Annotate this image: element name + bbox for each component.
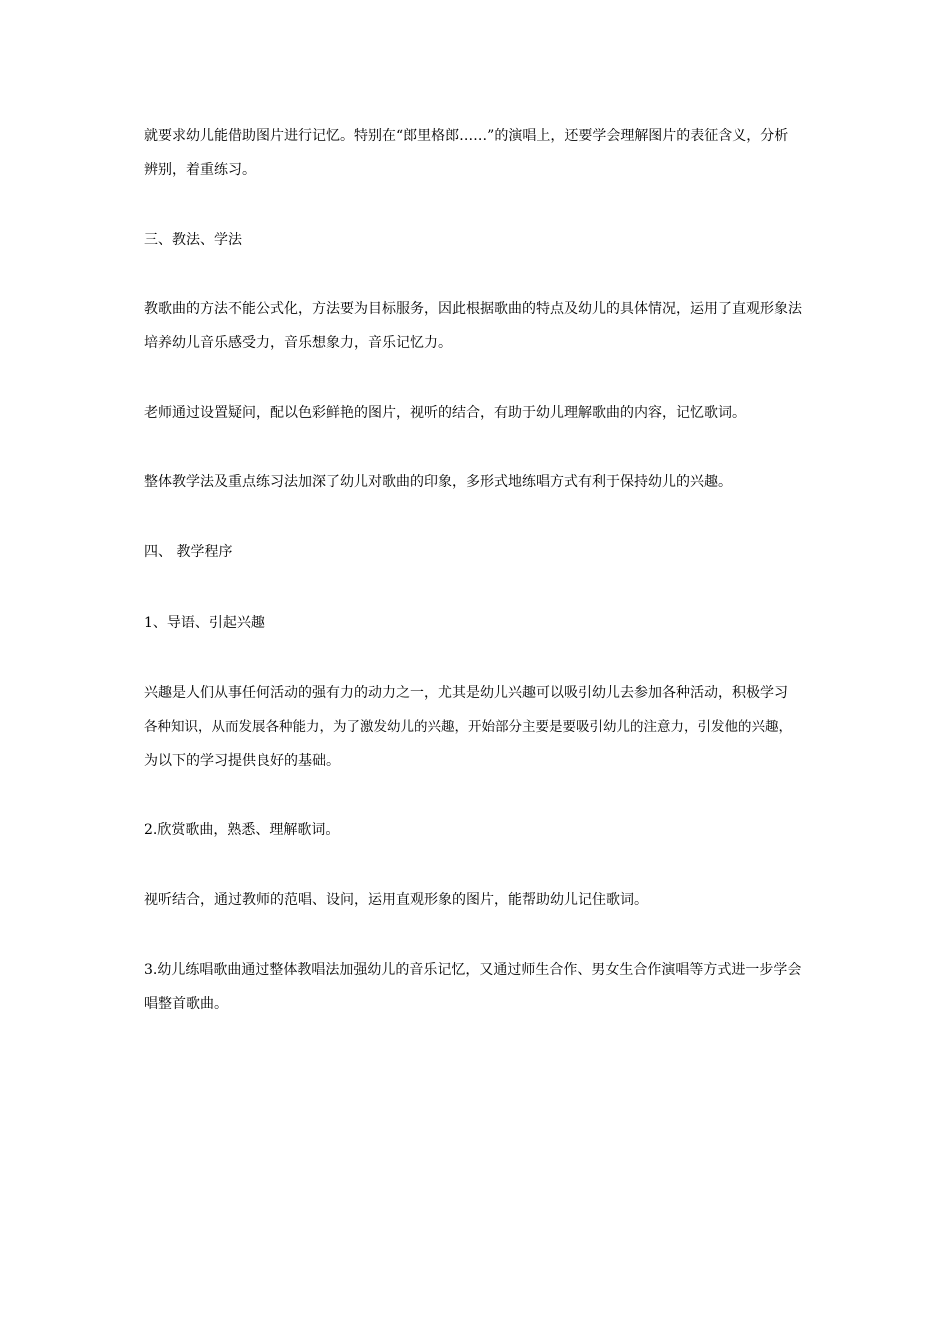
paragraph-practice-singing bbox=[144, 953, 812, 1021]
heading-text: 2.欣赏歌曲，熟悉、理解歌词。 bbox=[144, 822, 340, 838]
text-line: 唱整首歌曲。 bbox=[144, 996, 228, 1012]
text-line: 就要求幼儿能借助图片进行记忆。特别在“郎里格郎……”的演唱上，还要学会理解图片的表征含义，分析 bbox=[144, 128, 789, 144]
text-line: 老师通过设置疑问，配以色彩鲜艳的图片，视听的结合，有助于幼儿理解歌曲的内容，记忆歌词。 bbox=[144, 405, 746, 421]
text-line: 各种知识，从而发展各种能力，为了激发幼儿的兴趣，开始部分主要是要吸引幼儿的注意力，引发他的兴趣， bbox=[144, 719, 792, 735]
step-heading-appreciate bbox=[144, 813, 812, 847]
text-line: 视听结合，通过教师的范唱、设问，运用直观形象的图片，能帮助幼儿记住歌词。 bbox=[144, 892, 648, 908]
text-line: 培养幼儿音乐感受力，音乐想象力，音乐记忆力。 bbox=[144, 335, 452, 351]
text-line: 3.幼儿练唱歌曲通过整体教唱法加强幼儿的音乐记忆，又通过师生合作、男女生合作演唱等方式进一步学会 bbox=[144, 962, 802, 978]
paragraph-whole-teaching bbox=[144, 465, 812, 499]
text-line: 辨别，着重练习。 bbox=[144, 162, 256, 178]
heading-text: 三、教法、学法 bbox=[144, 232, 242, 248]
step-heading-introduction bbox=[144, 606, 812, 640]
text-line: 教歌曲的方法不能公式化，方法要为目标服务，因此根据歌曲的特点及幼儿的具体情况，运用了直观形象法 bbox=[144, 301, 802, 317]
paragraph-teaching-method bbox=[144, 292, 812, 360]
text-line: 兴趣是人们从事任何活动的强有力的动力之一，尤其是幼儿兴趣可以吸引幼儿去参加各种活动，积极学习 bbox=[144, 685, 788, 701]
paragraph-audiovisual bbox=[144, 883, 812, 917]
text-line: 为以下的学习提供良好的基础。 bbox=[144, 753, 340, 769]
heading-text: 1、导语、引起兴趣 bbox=[144, 615, 265, 631]
paragraph-questions-pictures bbox=[144, 396, 812, 430]
paragraph-image-memory bbox=[144, 119, 812, 187]
paragraph-interest bbox=[144, 676, 812, 778]
text-line: 整体教学法及重点练习法加深了幼儿对歌曲的印象，多形式地练唱方式有利于保持幼儿的兴趣。 bbox=[144, 474, 732, 490]
heading-text: 四、 教学程序 bbox=[144, 544, 233, 560]
section-heading-methods bbox=[144, 223, 812, 257]
section-heading-procedure bbox=[144, 535, 812, 569]
